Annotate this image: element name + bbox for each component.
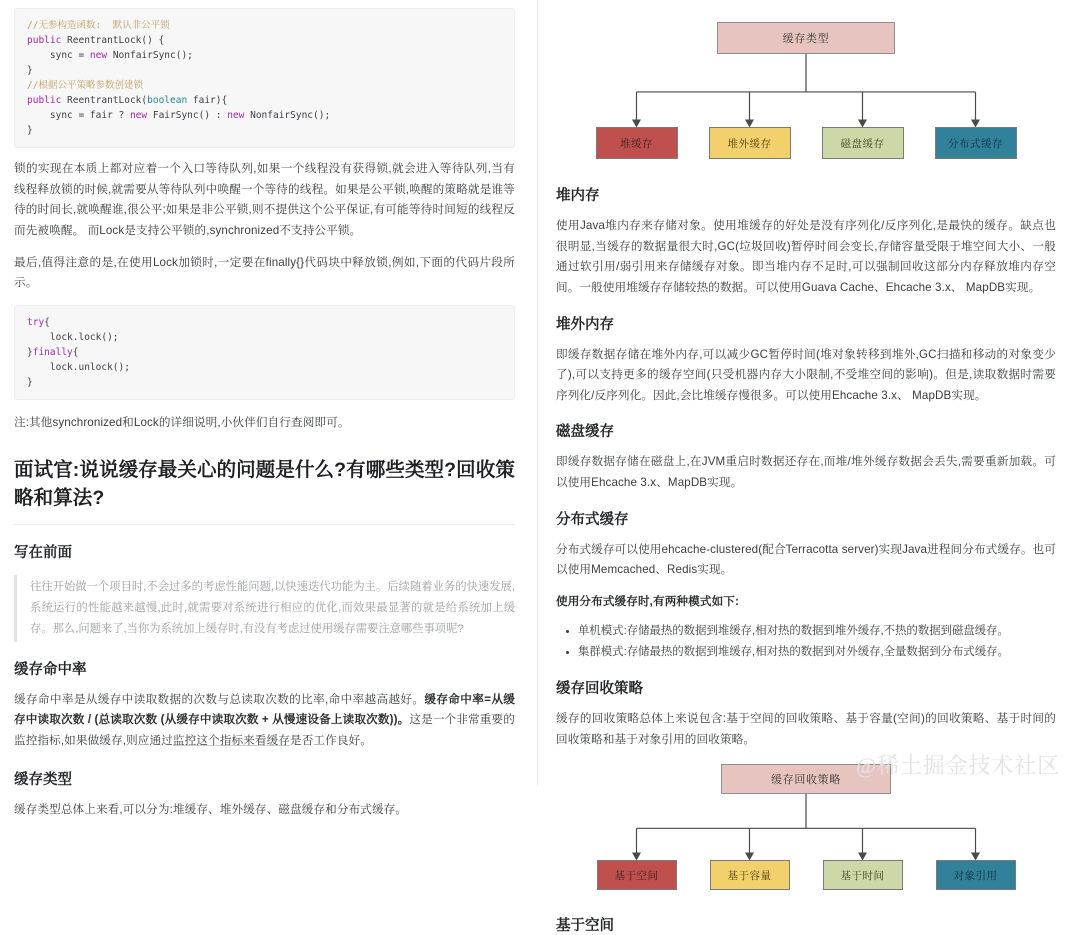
distributed-modes-title <box>556 592 1056 613</box>
code-token: { <box>72 346 79 358</box>
paragraph-cachetype: 缓存类型总体上来看,可以分为:堆缓存、堆外缓存、磁盘缓存和分布式缓存。 <box>14 802 408 816</box>
code-token: new <box>129 110 148 121</box>
section-heading-hitrate: 缓存命中率 <box>14 661 87 678</box>
code-token: boolean <box>147 95 188 106</box>
diagram-root-node: 缓存类型 <box>717 22 895 54</box>
diagram-cache-types <box>571 22 1041 170</box>
title-divider <box>14 524 515 525</box>
page-title: 面试官:说说缓存最关心的问题是什么?有哪些类型?回收策略和算法? <box>14 459 515 510</box>
code-token: new <box>89 50 108 61</box>
code-token: public <box>27 95 62 106</box>
diagram-leaf-node: 基于空间 <box>597 860 677 890</box>
hitrate-text-3: 是否工作良好。 <box>290 734 372 747</box>
code-token: { <box>44 316 50 328</box>
section-heading-disk: 磁盘缓存 <box>556 424 614 441</box>
intro-blockquote: 往往开始做一个项目时,不会过多的考虑性能问题,以快速迭代功能为主。后续随着业务的快速发展,系统运行的性能越来越慢,此时,就需要对系统进行相应的优化,而效果最显著的就是给系统加上缓存。那么,问题来了,当你为系统加上缓存时,有没有考虑过使用缓存需要注意哪些事项呢? <box>14 575 515 642</box>
list-item: • 单机模式:存储最热的数据到堆缓存,相对热的数据到堆外缓存,不热的数据到磁盘缓存。 <box>578 621 1056 642</box>
diagram-leaf-node: 堆缓存 <box>596 127 678 159</box>
paragraph-distributed: 分布式缓存可以使用ehcache-clustered(配合Terracotta server)实现Java进程间分布式缓存。也可以使用Memcached、Redis实现。 <box>556 542 1056 577</box>
distributed-modes-list <box>556 621 1056 664</box>
hitrate-text-1: 缓存命中率是从缓存中读取数据的次数与总读取次数的比率,命中率越高越好。 <box>14 692 425 706</box>
code-block-reentrantlock <box>14 8 515 148</box>
distributed-modes-title-text: 使用分布式缓存时,有两种模式如下: <box>556 594 739 608</box>
hitrate-text-2: 这是一个非常重要的监控指标,如果做缓存,则应通过 <box>14 713 515 747</box>
diagram-leaf-node: 磁盘缓存 <box>822 127 904 159</box>
right-column <box>538 0 1070 935</box>
code-token: sync = fair ? <box>27 110 130 121</box>
code-token: lock.unlock(); <box>27 361 130 373</box>
diagram-leaf-node: 基于容量 <box>710 860 790 890</box>
code-token: } <box>27 346 33 358</box>
watermark: @稀土掘金技术社区 <box>855 753 1060 778</box>
section-heading-space-based: 基于空间 <box>556 918 614 935</box>
section-heading-intro: 写在前面 <box>14 544 72 561</box>
section-heading-heap: 堆内存 <box>556 188 600 204</box>
hitrate-formula: 缓存命中率=从缓存中读取次数 / (总读取次数 (从缓存中读取次数 + 从慢速设备上读取次数))。 <box>14 692 515 727</box>
code-token: finally <box>32 346 73 358</box>
code-block-try-finally <box>14 305 515 400</box>
code-token: } <box>27 376 33 388</box>
code-token: public <box>27 35 62 46</box>
diagram-leaf-node: 分布式缓存 <box>935 127 1017 159</box>
diagram-leaf-node: 对象引用 <box>936 860 1016 890</box>
paragraph-finally-note: 最后,值得注意的是,在使用Lock加锁时,一定要在finally{}代码块中释放锁,例如,下面的代码片段所示。 <box>14 255 515 290</box>
code-token: } <box>27 125 33 136</box>
paragraph-offheap: 即缓存数据存储在堆外内存,可以减少GC暂停时间(堆对象转移到堆外,GC扫描和移动的对象变少了),可以支持更多的缓存空间(只受机器内存大小限制,不受堆空间的影响)。但是,读取数据时需要序列化/反序列化。因此,会比堆缓存慢很多。可以使用Ehcache 3.x、 MapDB实现。 <box>556 347 1056 402</box>
diagram-eviction-strategies <box>571 764 1041 900</box>
diagram-leaf-node: 堆外缓存 <box>709 127 791 159</box>
code-token: try <box>27 316 45 328</box>
code-token: fair){ <box>187 95 228 106</box>
section-heading-cachetype: 缓存类型 <box>14 771 72 788</box>
code-token: new <box>227 110 245 121</box>
paragraph-note: 注:其他synchronized和Lock的详细说明,小伙伴们自行查阅即可。 <box>14 415 350 429</box>
code-token: sync = <box>27 50 90 61</box>
paragraph-eviction: 缓存的回收策略总体上来说包含:基于空间的回收策略、基于容量(空间)的回收策略、基于时间的回收策略和基于对象引用的回收策略。 <box>556 712 1056 746</box>
code-token: NonfairSync(); <box>244 110 331 121</box>
section-heading-distributed: 分布式缓存 <box>556 511 629 528</box>
code-token: ReentrantLock() { <box>61 35 165 46</box>
section-heading-offheap: 堆外内存 <box>556 316 614 333</box>
paragraph-heap: 使用Java堆内存来存储对象。使用堆缓存的好处是没有序列化/反序列化,是最快的缓存。缺点也很明显,当缓存的数据量很大时,GC(垃圾回收)暂停时间会变长,存储容量受限于堆空间大小、一般通过软引用/弱引用来存储缓存对象。即当堆内存不足时,可以强制回收这部分内存释放堆内存空间。一般使用堆缓存存储较热的数据。可以使用Guava Cache、Ehcache 3.x、 MapDB实现。 <box>556 219 1056 294</box>
diagram-leaf-node: 基于时间 <box>823 860 903 890</box>
code-token: //根据公平策略参数创建锁 <box>27 80 143 91</box>
code-token: ReentrantLock( <box>61 95 148 106</box>
code-token: NonfairSync(); <box>107 50 193 61</box>
code-token: //无参构造函数: 默认非公平锁 <box>27 20 170 31</box>
paragraph-hitrate <box>14 690 515 752</box>
list-item: • 集群模式:存储最热的数据到堆缓存,相对热的数据到对外缓存,全量数据到分布式缓存。 <box>578 642 1056 663</box>
code-token: lock.lock(); <box>27 331 119 343</box>
paragraph-lock-queue: 锁的实现在本质上都对应着一个入口等待队列,如果一个线程没有获得锁,就会进入等待队列,当有线程释放锁的时候,就需要从等待队列中唤醒一个等待的线程。如果是公平锁,唤醒的策略就是谁等待的时间长,就唤醒谁,很公平;如果是非公平锁,则不提供这个公平保证,有可能等待时间短的线程反而先被唤醒。 而Lock是支持公平锁的,synchronized不支持公平锁。 <box>14 162 515 237</box>
left-column <box>0 0 537 816</box>
section-heading-eviction: 缓存回收策略 <box>556 681 643 697</box>
paragraph-disk: 即缓存数据存储在磁盘上,在JVM重启时数据还存在,而堆/堆外缓存数据会丢失,需要重新加载。可以使用Ehcache 3.x、MapDB实现。 <box>556 455 1056 489</box>
diagram-root-node: 缓存回收策略 <box>721 764 891 794</box>
hitrate-underlined-text: 监控这个指标来看缓存 <box>172 734 291 747</box>
code-token: FairSync() : <box>147 110 228 121</box>
code-token: } <box>27 65 33 76</box>
